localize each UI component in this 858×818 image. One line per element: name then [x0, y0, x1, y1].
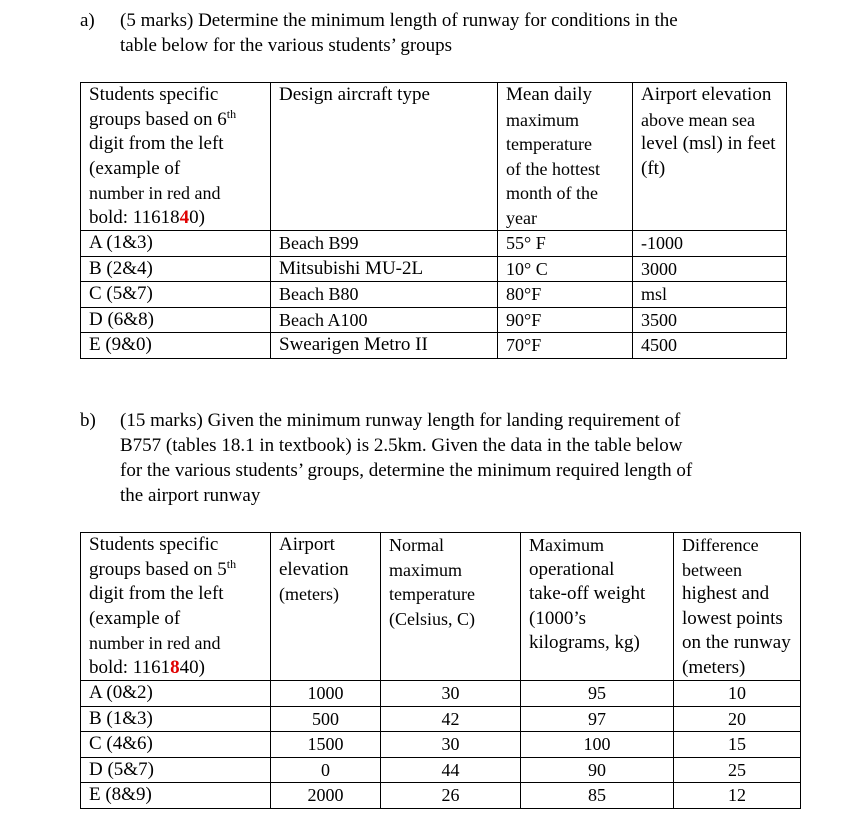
question-a [80, 8, 780, 58]
table-b-cell-elev: 0 [271, 757, 381, 783]
table-b-header-group-sup: th [226, 556, 237, 571]
table-a-header-group-sup: th [226, 106, 237, 121]
table-a-header-row [81, 83, 787, 231]
table-a-cell-elev: msl [633, 282, 787, 308]
table-b-header-elev [271, 533, 381, 681]
table-b-header-temp-line: Normal [389, 535, 444, 555]
table-a-cell-temp: 70°F [498, 333, 633, 359]
table-b-header-elev-line: Airport [279, 534, 335, 555]
table-a-cell-aircraft: Beach B80 [271, 282, 498, 308]
table-a-header-aircraft-line: Design aircraft type [279, 84, 430, 105]
table-b-cell-temp: 44 [381, 757, 521, 783]
table-a-header-elev-line: Airport elevation [641, 84, 772, 105]
table-a-header-group-text: groups based on 6 [89, 108, 227, 130]
question-b-line-3: for the various students’ groups, determine the minimum required length of [120, 460, 693, 481]
table-a-header-elev-line: (ft) [641, 157, 666, 179]
table-a-cell-group: B (2&4) [81, 256, 271, 282]
table-b-cell-weight: 95 [521, 681, 674, 707]
table-b-cell-diff: 25 [674, 757, 801, 783]
table-b-header-diff-line: (meters) [682, 656, 746, 678]
table-a-cell-elev: 3500 [633, 307, 787, 333]
table-a-cell-elev: 3000 [633, 256, 787, 282]
table-a-header-aircraft [271, 83, 498, 231]
table-a-cell-group: A (1&3) [81, 231, 271, 257]
table-a-example-red-digit: 4 [179, 206, 190, 228]
table-b-header-diff [674, 533, 801, 681]
table-b-cell-weight: 100 [521, 732, 674, 758]
table-a-header-temp-line: Mean daily [506, 84, 593, 105]
table-row [81, 307, 787, 333]
table-a-cell-temp: 90°F [498, 307, 633, 333]
table-a-header-group-line: digit from the left [89, 133, 224, 154]
table-a-header-group-line [89, 108, 262, 133]
question-a-line-2: table below for the various students’ groups [120, 35, 453, 56]
table-b-header-temp-line: temperature [389, 584, 475, 604]
table-a-cell-group: E (9&0) [81, 333, 271, 359]
table-b-header-group-line: Students specific [89, 534, 219, 555]
table-a-header-elev [633, 83, 787, 231]
table-row [81, 681, 801, 707]
table-b-cell-diff: 15 [674, 732, 801, 758]
table-a-cell-group: D (6&8) [81, 307, 271, 333]
question-b [80, 408, 780, 508]
table-b-header-group-line: (example of [89, 607, 181, 629]
table-b-cell-diff: 20 [674, 706, 801, 732]
table-b-cell-group: B (1&3) [81, 706, 271, 732]
question-b-line-1: (15 marks) Given the minimum runway length for landing requirement of [120, 410, 681, 431]
table-b-cell-temp: 30 [381, 732, 521, 758]
question-a-line-1: (5 marks) Determine the minimum length of runway for conditions in the [120, 10, 678, 31]
table-b-header-weight-line: operational [529, 558, 615, 580]
table-b-header-diff-line: on the runway [682, 632, 791, 653]
table-b-example-text-end: 40) [179, 656, 205, 678]
table-b-cell-weight: 90 [521, 757, 674, 783]
table-b-header-group-text: groups based on 5 [89, 558, 227, 580]
table-b-header-group-line: number in red and [89, 633, 221, 653]
table-b-cell-group: D (5&7) [81, 757, 271, 783]
table-b [80, 532, 801, 809]
table-a [80, 82, 787, 359]
question-b-line-4: the airport runway [120, 485, 261, 506]
table-b-header-diff-line: Difference [682, 535, 759, 555]
table-b-header-diff-line: between [682, 559, 742, 580]
table-a-cell-temp: 55° F [498, 231, 633, 257]
table-b-header-weight-line: Maximum [529, 535, 604, 555]
table-b-header-group-line [89, 656, 262, 681]
table-row [81, 282, 787, 308]
table-b-example-text: bold: 1161 [89, 656, 171, 678]
table-a-cell-aircraft: Beach A100 [271, 307, 498, 333]
table-b-cell-elev: 500 [271, 706, 381, 732]
table-b-header-group-line: digit from the left [89, 583, 224, 604]
table-a-header-temp [498, 83, 633, 231]
table-b-cell-temp: 42 [381, 706, 521, 732]
table-a-header-group-line: (example of [89, 157, 181, 179]
table-b-cell-diff: 12 [674, 783, 801, 809]
table-b-cell-group: A (0&2) [81, 681, 271, 707]
table-b-header-temp [381, 533, 521, 681]
table-b-cell-temp: 26 [381, 783, 521, 809]
table-b-header-temp-line: maximum [389, 559, 462, 580]
table-b-header-diff-line: highest and [682, 583, 770, 604]
table-b-cell-weight: 85 [521, 783, 674, 809]
table-row [81, 231, 787, 257]
table-a-cell-aircraft: Beach B99 [271, 231, 498, 257]
table-b-cell-elev: 2000 [271, 783, 381, 809]
table-row [81, 783, 801, 809]
table-a-cell-temp: 80°F [498, 282, 633, 308]
table-b-cell-weight: 97 [521, 706, 674, 732]
table-b-header-row [81, 533, 801, 681]
table-a-header-temp-line: of the hottest [506, 158, 600, 179]
table-row [81, 256, 787, 282]
table-b-header-weight [521, 533, 674, 681]
table-b-header-diff-line: lowest points [682, 607, 783, 629]
table-b-cell-group: C (4&6) [81, 732, 271, 758]
table-a-cell-elev: 4500 [633, 333, 787, 359]
table-a-header-elev-line: above mean sea [641, 109, 755, 130]
table-row [81, 706, 801, 732]
table-b-cell-elev: 1500 [271, 732, 381, 758]
table-a-header-temp-line: temperature [506, 134, 592, 154]
table-b-header-elev-line: (meters) [279, 584, 339, 604]
table-b-header-weight-line: take-off weight [529, 583, 646, 604]
table-a-header-group-line [89, 206, 262, 231]
table-b-header-weight-line: kilograms, kg) [529, 632, 640, 653]
table-b-cell-temp: 30 [381, 681, 521, 707]
table-a-header-group-line: number in red and [89, 183, 221, 203]
table-a-header-group [81, 83, 271, 231]
table-a-cell-aircraft: Swearigen Metro II [271, 333, 498, 359]
table-b-header-elev-line: elevation [279, 558, 349, 580]
table-b-header-group-line [89, 558, 262, 583]
question-b-line-2: B757 (tables 18.1 in textbook) is 2.5km. Given the data in the table below [120, 435, 683, 456]
table-b-cell-group: E (8&9) [81, 783, 271, 809]
table-row [81, 757, 801, 783]
table-b-header-group [81, 533, 271, 681]
table-b-header-weight-line: (1000’s [529, 607, 586, 629]
table-a-cell-elev: -1000 [633, 231, 787, 257]
table-a-cell-group: C (5&7) [81, 282, 271, 308]
question-b-label: b) [80, 410, 96, 431]
table-a-header-group-line: Students specific [89, 84, 219, 105]
question-a-label: a) [80, 10, 95, 31]
table-a-example-text-end: 0) [189, 206, 205, 228]
table-b-example-red-digit: 8 [170, 656, 180, 678]
table-b-cell-elev: 1000 [271, 681, 381, 707]
table-a-example-text: bold: 11618 [89, 206, 180, 228]
table-a-header-temp-line: month of the [506, 183, 598, 203]
table-a-cell-aircraft: Mitsubishi MU-2L [271, 256, 498, 282]
table-row [81, 333, 787, 359]
table-b-cell-diff: 10 [674, 681, 801, 707]
table-row [81, 732, 801, 758]
table-b-header-temp-line: (Celsius, C) [389, 608, 476, 629]
table-a-header-temp-line: maximum [506, 109, 579, 130]
table-a-header-temp-line: year [506, 207, 537, 228]
table-a-cell-temp: 10° C [498, 256, 633, 282]
table-a-header-elev-line: level (msl) in feet [641, 133, 776, 154]
